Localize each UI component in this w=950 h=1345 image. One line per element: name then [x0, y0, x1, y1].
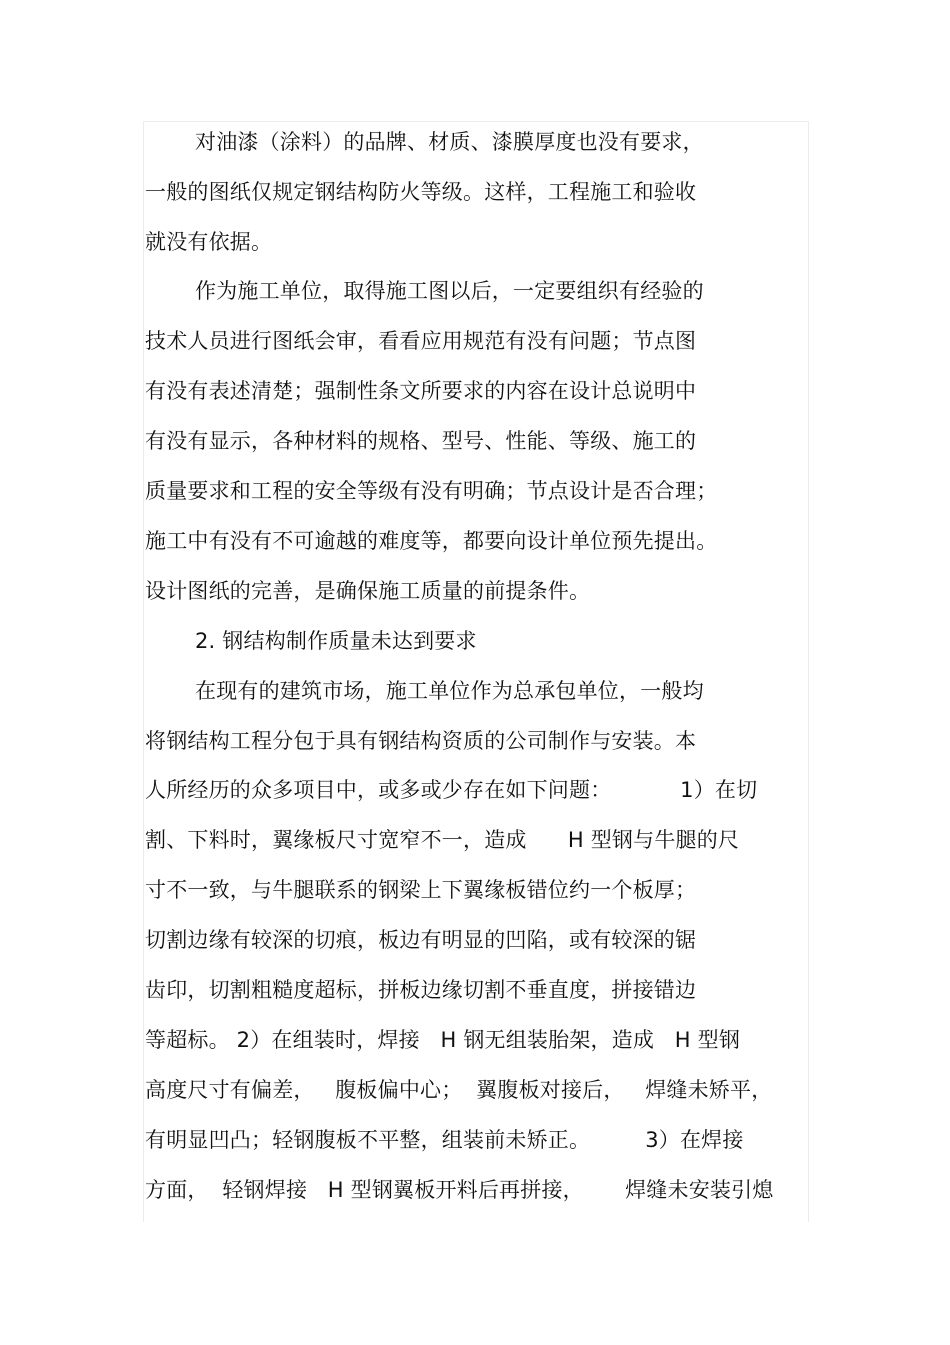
- paragraph-line: 施工中有没有不可逾越的难度等，都要向设计单位预先提出。: [145, 529, 718, 553]
- section-heading: 2. 钢结构制作质量未达到要求: [195, 629, 477, 653]
- paragraph-line: 有明显凹凸；轻钢腹板不平整，组装前未矫正。 3）在焊接: [145, 1128, 744, 1152]
- paragraph-line: 将钢结构工程分包于具有钢结构资质的公司制作与安装。本: [145, 729, 697, 753]
- paragraph-line: 切割边缘有较深的切痕，板边有明显的凹陷，或有较深的锯: [145, 928, 697, 952]
- paragraph-line: 有没有显示，各种材料的规格、型号、性能、等级、施工的: [145, 429, 697, 453]
- paragraph-line: 人所经历的众多项目中，或多或少存在如下问题： 1）在切: [145, 778, 758, 802]
- paragraph-line: 质量要求和工程的安全等级有没有明确；节点设计是否合理；: [145, 479, 718, 503]
- paragraph-line: 有没有表述清楚；强制性条文所要求的内容在设计总说明中: [145, 379, 697, 403]
- paragraph-line: 对油漆（涂料）的品牌、材质、漆膜厚度也没有要求，: [195, 130, 704, 154]
- paragraph-line: 等超标。 2）在组装时，焊接 H 钢无组装胎架，造成 H 型钢: [145, 1028, 741, 1052]
- paragraph-line: 设计图纸的完善，是确保施工质量的前提条件。: [145, 579, 591, 603]
- paragraph-line: 高度尺寸有偏差， 腹板偏中心； 翼腹板对接后， 焊缝未矫平，: [145, 1078, 773, 1102]
- paragraph-line: 割、下料时，翼缘板尺寸宽窄不一，造成 H 型钢与牛腿的尺: [145, 828, 740, 852]
- paragraph-line: 在现有的建筑市场，施工单位作为总承包单位，一般均: [195, 679, 704, 703]
- paragraph-line: 作为施工单位，取得施工图以后，一定要组织有经验的: [195, 279, 704, 303]
- paragraph-line: 技术人员进行图纸会审，看看应用规范有没有问题；节点图: [145, 329, 697, 353]
- paragraph-line: 寸不一致，与牛腿联系的钢梁上下翼缘板错位约一个板厚；: [145, 878, 697, 902]
- paragraph-line: 一般的图纸仅规定钢结构防火等级。这样，工程施工和验收: [145, 180, 697, 204]
- paragraph-line: 齿印，切割粗糙度超标，拼板边缘切割不垂直度，拼接错边: [145, 978, 697, 1002]
- paragraph-line: 方面， 轻钢焊接 H 型钢翼板开料后再拼接， 焊缝未安装引熄: [145, 1178, 774, 1202]
- paragraph-line: 就没有依据。: [145, 230, 273, 254]
